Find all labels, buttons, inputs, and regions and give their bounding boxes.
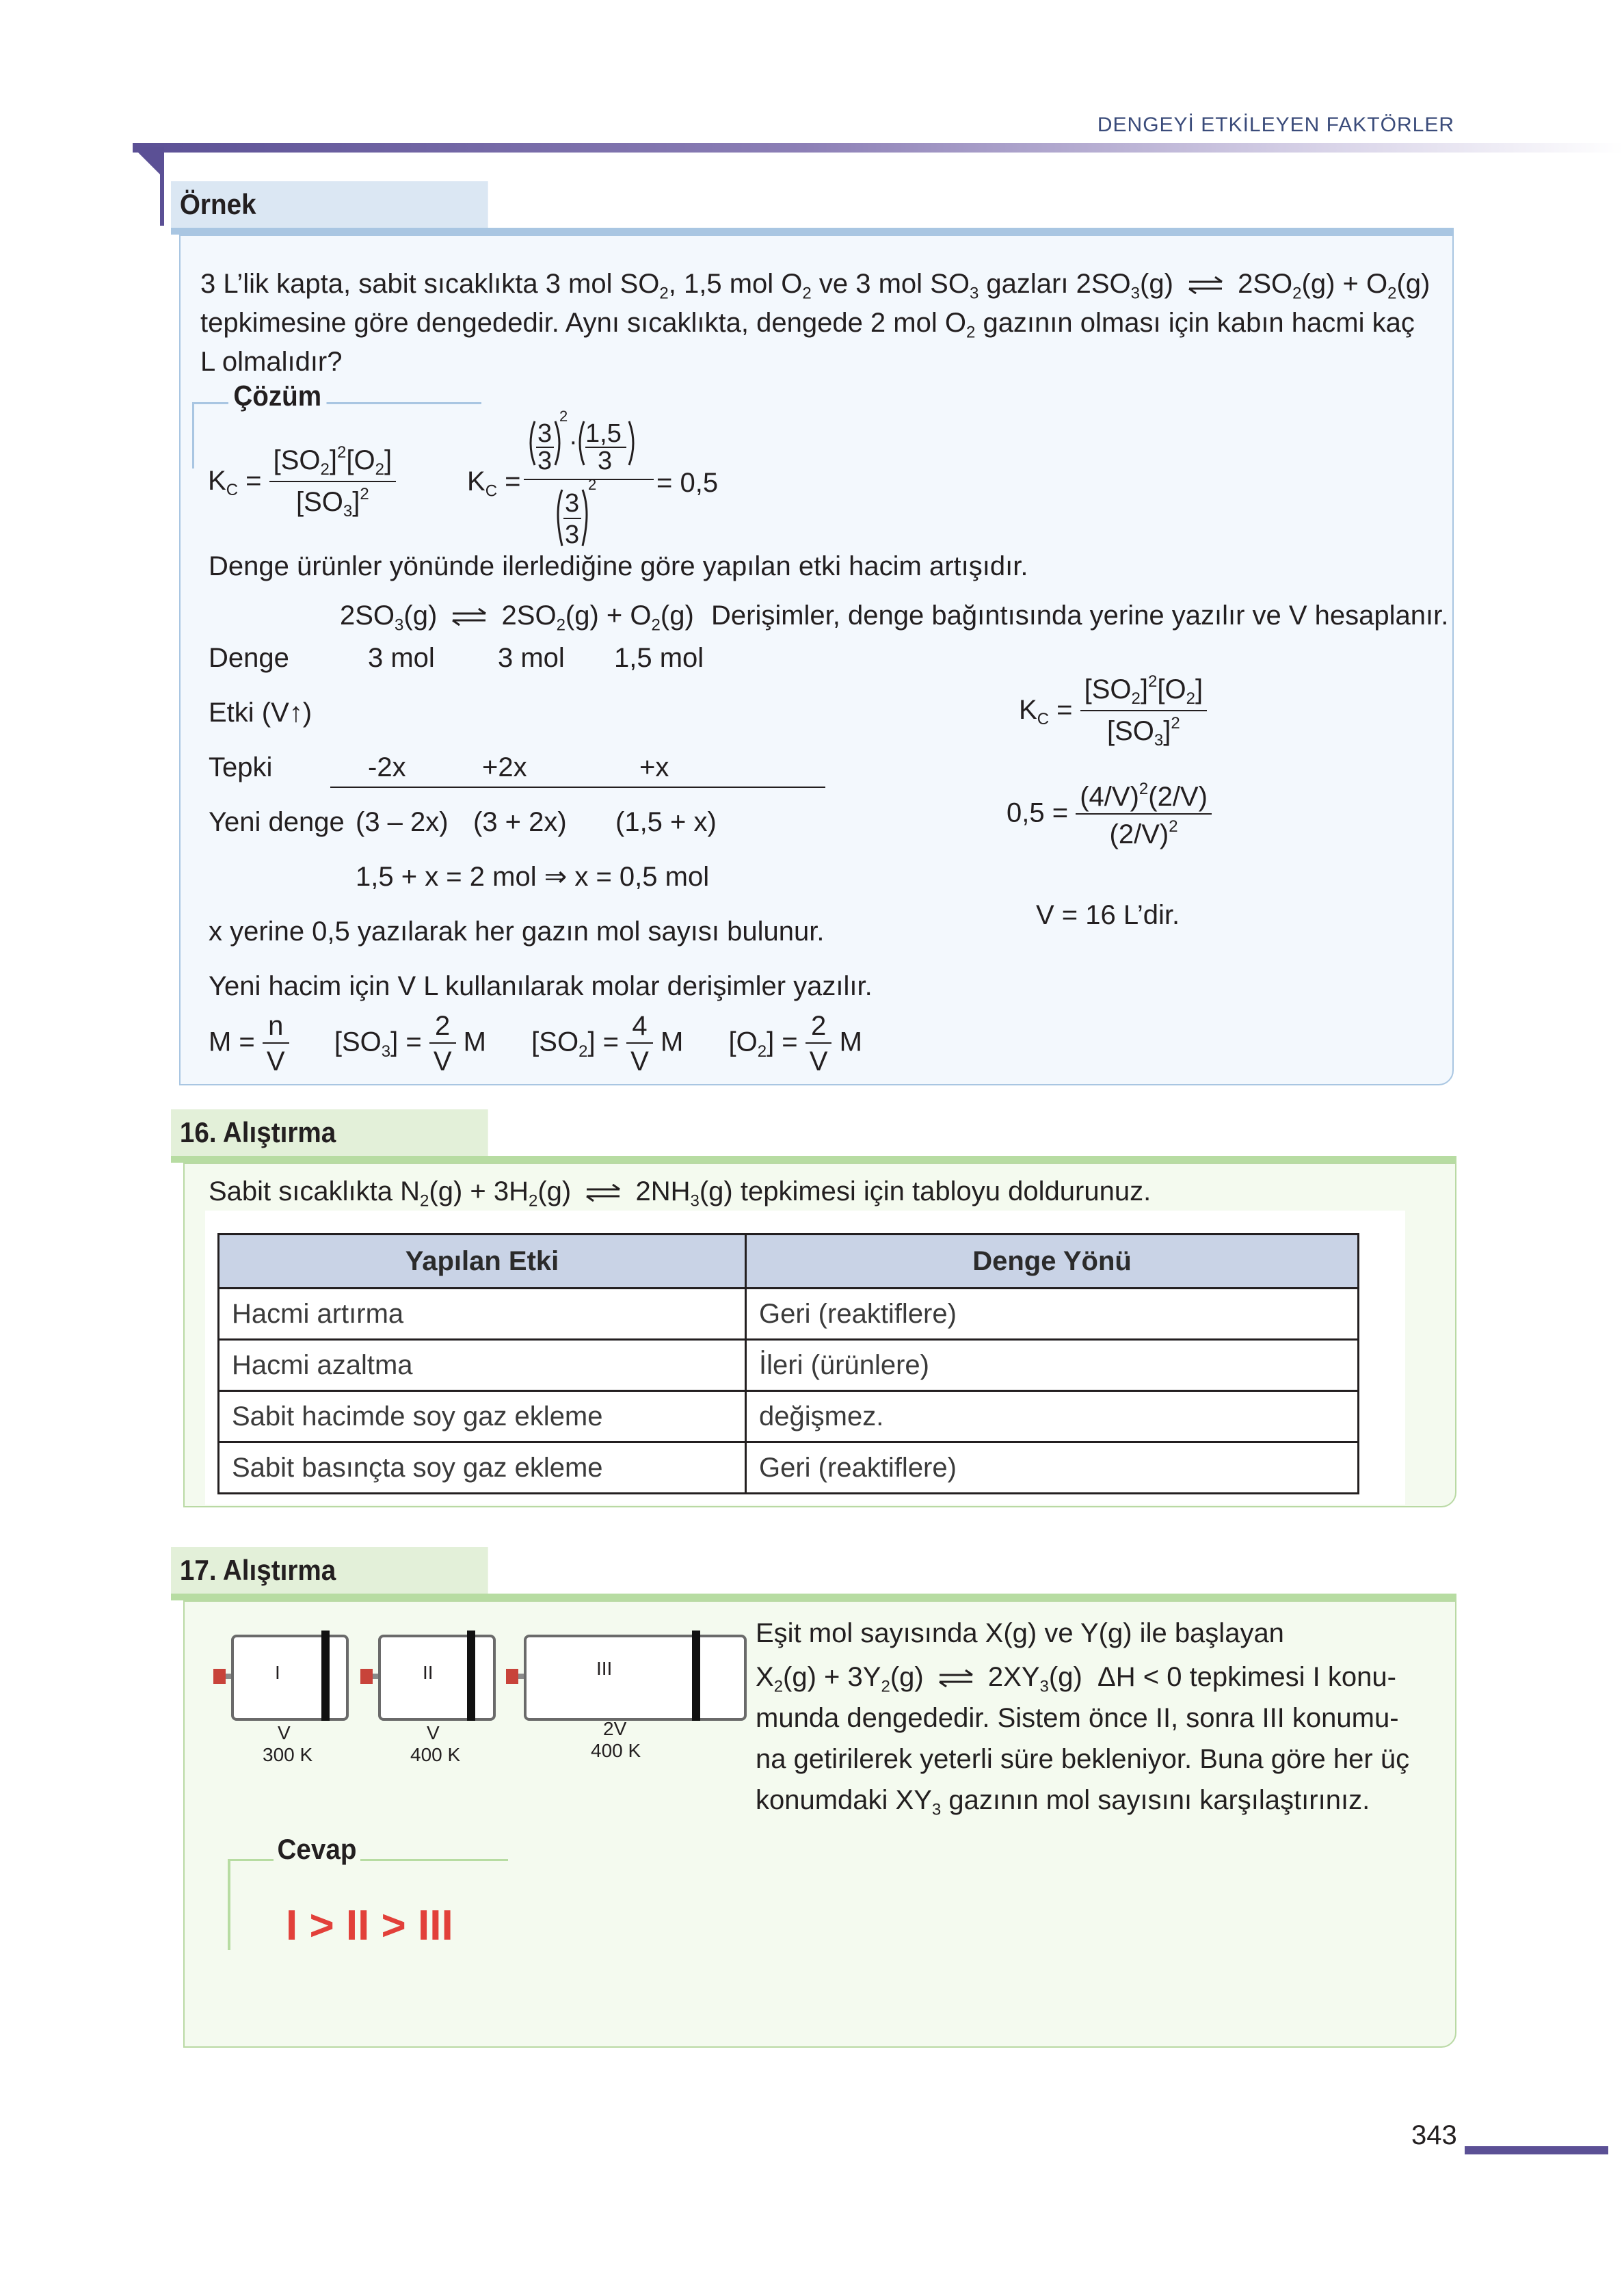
ornek-topline — [171, 228, 1454, 235]
row-tepki-so3: -2x — [368, 752, 406, 782]
line2-suffix: ΔH < 0 tepkimesi I konu- — [1097, 1662, 1396, 1692]
row-yeni-so2: (3 + 2x) — [473, 807, 567, 837]
container-iii-label: III — [596, 1658, 613, 1679]
table-cell: Sabit basınçta soy gaz ekleme — [219, 1442, 746, 1494]
svg-text:·: · — [569, 427, 578, 456]
alistirma16-tab: 16. Alıştırma — [171, 1109, 488, 1156]
table-row — [219, 1391, 1359, 1442]
row-denge-label: Denge — [209, 643, 289, 673]
container-ii-temp: 400 K — [410, 1744, 461, 1765]
container-iii-volume: 2V — [603, 1718, 627, 1739]
alistirma17-line-3: munda dengededir. Sistem önce II, sonra III konumu- — [756, 1703, 1399, 1733]
table-cell: Hacmi azaltma — [219, 1340, 746, 1391]
prompt-prefix: Sabit sıcaklıkta — [209, 1176, 393, 1206]
alistirma17-line-5: konumdaki $XY_3$ gazının mol sayısını karşılaştırınız. — [756, 1785, 1370, 1819]
table-cell: Geri (reaktiflere) — [746, 1289, 1359, 1340]
substitute-text: x yerine 0,5 yazılarak her gazın mol sayısı bulunur. — [209, 916, 825, 947]
reaction-line: $2SO_3(g) 2SO_2(g) + O_2(g)$ — [340, 601, 694, 635]
container-ii-label: II — [423, 1662, 434, 1683]
piston-i — [321, 1631, 330, 1721]
container-i-label: I — [275, 1662, 280, 1683]
header-tick — [160, 147, 164, 226]
header-bar — [133, 143, 1624, 153]
svg-text:2: 2 — [559, 409, 568, 425]
table-row — [219, 1289, 1359, 1340]
cylinder-iii — [524, 1635, 747, 1721]
valve-icon — [506, 1669, 518, 1684]
table-header-etki: Yapılan Etki — [219, 1235, 746, 1289]
kc-numeric-fraction — [520, 409, 663, 553]
kc-right-substitution: 0,5 = $\frac{(4/V)^2(2/V)}{(2/V)^2}$ — [1007, 781, 1212, 848]
piston-iii — [692, 1631, 700, 1721]
direction-text: Denge ürünler yönünde ilerlediğine göre yapılan etki hacim artışıdır. — [209, 551, 1028, 581]
cylinder-i — [231, 1635, 349, 1721]
svg-text:3: 3 — [565, 520, 580, 549]
table-row — [219, 1442, 1359, 1494]
kc-expression: $K_C$ = $\frac{[SO_2]^2[O_2]}{[SO_3]^2}$ — [208, 445, 396, 520]
page-number-bar — [1465, 2146, 1608, 2154]
row-yeni-so3: (3 – 2x) — [356, 807, 449, 837]
row-tepki-o2: +x — [639, 752, 669, 782]
container-ii-volume: V — [427, 1722, 440, 1743]
container-i-temp: 300 K — [263, 1744, 313, 1765]
table-cell: İleri (ürünlere) — [746, 1340, 1359, 1391]
ice-divider — [330, 787, 825, 788]
running-header: DENGEYİ ETKİLEYEN FAKTÖRLER — [1097, 114, 1454, 136]
alistirma16-prompt: Sabit sıcaklıkta $N_2(g) + 3H_2(g)$ $2NH_3(g)$ tepkimesi için tabloyu doldurunuz. — [209, 1176, 1152, 1211]
alistirma17-line-4: na getirilerek yeterli süre bekleniyor. Buna göre her üç — [756, 1744, 1410, 1774]
line5-prefix: konumdaki XY — [756, 1785, 932, 1815]
kc-numeric-label: $K_C$ = — [467, 466, 521, 501]
row-yeni-o2: (1,5 + x) — [615, 807, 717, 837]
table-cell: değişmez. — [746, 1391, 1359, 1442]
row-denge-so3: 3 mol — [368, 643, 435, 673]
cylinder-ii — [378, 1635, 496, 1721]
alistirma17-tab: 17. Alıştırma — [171, 1547, 488, 1594]
svg-text:1,5: 1,5 — [585, 419, 622, 448]
molarity-expressions: M = $\frac{n}{V}$ $[SO_3]$ = $\frac{2}{V}$ M $[SO_2]$ = $\frac{4}{V}$ M $[O_2]$ = $\frac{2}{V}$ M — [209, 1011, 862, 1077]
line5-suffix: gazının mol sayısını karşılaştırınız. — [948, 1785, 1370, 1815]
header-corner — [133, 147, 160, 174]
molar-text: Yeni hacim için V L kullanılarak molar derişimler yazılır. — [209, 971, 873, 1001]
alistirma17-topline — [171, 1594, 1456, 1600]
row-yeni-label: Yeni denge — [209, 807, 345, 837]
svg-text:3: 3 — [598, 447, 613, 475]
page-number: 343 — [1411, 2120, 1457, 2150]
svg-text:2: 2 — [588, 476, 597, 493]
answer-text: I > II > III — [286, 1902, 453, 1949]
container-iii-temp: 400 K — [591, 1740, 641, 1761]
svg-text:3: 3 — [537, 447, 553, 475]
question-line-1: 3 L’lik kapta, sabit sıcaklıkta 3 mol $SO_2$, 1,5 mol $O_2$ ve 3 mol $SO_3$ gazları $2SO_3(g) 2SO_2(g) + O_2(g)$ — [200, 269, 1430, 303]
svg-text:3: 3 — [565, 489, 580, 518]
row-denge-so2: 3 mol — [498, 643, 565, 673]
row-etki-label: Etki (V↑) — [209, 698, 312, 728]
question-line-3: L olmalıdır? — [200, 347, 343, 377]
question-line-2: tepkimesine göre dengededir. Aynı sıcaklıkta, dengede 2 mol $O_2$ gazının olması için kabın hacmi kaç — [200, 308, 1415, 342]
table-cell: Hacmi artırma — [219, 1289, 746, 1340]
alistirma17-line-1: Eşit mol sayısında X(g) ve Y(g) ile başlayan — [756, 1618, 1284, 1648]
equilibrium-table — [217, 1233, 1359, 1494]
table-header-yon: Denge Yönü — [746, 1235, 1359, 1289]
ornek-tab: Örnek — [171, 181, 488, 228]
reaction-note: Derişimler, denge bağıntısında yerine yazılır ve V hesaplanır. — [711, 601, 1449, 631]
v-result: V = 16 L’dir. — [1036, 900, 1180, 930]
kc-value: = 0,5 — [656, 468, 719, 498]
row-tepki-so2: +2x — [482, 752, 527, 782]
cevap-label: Cevap — [274, 1833, 360, 1866]
svg-text:3: 3 — [537, 419, 553, 448]
valve-icon — [360, 1669, 373, 1684]
prompt-suffix: tepkimesi için tabloyu doldurunuz. — [740, 1176, 1152, 1206]
table-cell: Geri (reaktiflere) — [746, 1442, 1359, 1494]
cozum-label: Çözüm — [228, 380, 327, 412]
alistirma17-line-2: $X_2(g) + 3Y_2(g)$ $2XY_3(g) \Delta H < 0$ tepkimesi I konu- — [756, 1662, 1396, 1696]
table-row — [219, 1340, 1359, 1391]
alistirma16-topline — [171, 1156, 1456, 1163]
container-i-volume: V — [278, 1722, 291, 1743]
row-tepki-label: Tepki — [209, 752, 273, 782]
table-cell: Sabit hacimde soy gaz ekleme — [219, 1391, 746, 1442]
solve-x: 1,5 + x = 2 mol ⇒ x = 0,5 mol — [356, 862, 710, 892]
row-denge-o2: 1,5 mol — [614, 643, 704, 673]
kc-right-lhs: 0,5 = — [1007, 797, 1069, 828]
piston-ii — [467, 1631, 475, 1721]
valve-icon — [213, 1669, 226, 1684]
kc-right-expression: $K_C$ = $\frac{[SO_2]^2[O_2]}{[SO_3]^2}$ — [1019, 674, 1207, 749]
